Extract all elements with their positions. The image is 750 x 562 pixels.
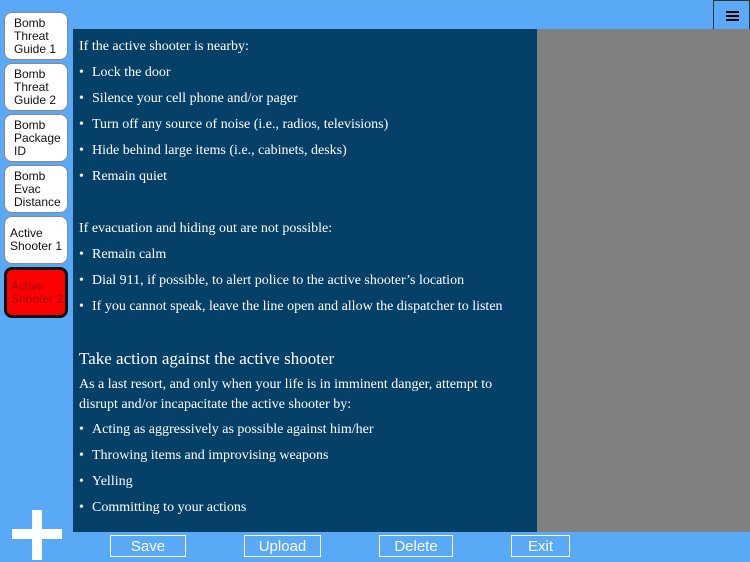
tab-bomb-package-id[interactable]: Bomb Package ID (4, 114, 68, 162)
list-item: • Silence your cell phone and/or pager (79, 91, 298, 107)
list-item: • Yelling (79, 474, 133, 490)
content-panel (73, 29, 537, 532)
plus-icon[interactable] (12, 510, 62, 560)
list-item: • Acting as aggressively as possible against him/her (79, 422, 374, 438)
delete-button[interactable]: Delete (379, 535, 453, 557)
hamburger-menu-icon (726, 11, 739, 13)
tab-active-shooter-1[interactable]: Active Shooter 1 (4, 216, 68, 264)
section2-intro: If evacuation and hiding out are not possible: (79, 221, 333, 236)
save-button[interactable]: Save (110, 535, 186, 557)
list-item: • Dial 911, if possible, to alert police to the active shooter’s location (79, 273, 464, 289)
list-item: • Hide behind large items (i.e., cabinets, desks) (79, 143, 347, 159)
side-panel (537, 29, 750, 532)
list-item: • Remain calm (79, 247, 166, 263)
tab-active-shooter-2[interactable]: Active Shooter 2 (4, 267, 68, 318)
tab-bomb-evac-distance[interactable]: Bomb Evac Distance (4, 165, 68, 213)
list-item: • Lock the door (79, 65, 171, 81)
list-item: • Remain quiet (79, 169, 167, 185)
list-item: • Throwing items and improvising weapons (79, 448, 328, 464)
exit-button[interactable]: Exit (511, 535, 570, 557)
list-item: • If you cannot speak, leave the line open and allow the dispatcher to listen (79, 299, 503, 315)
section3-paragraph: As a last resort, and only when your life is in imminent danger, attempt to disrupt and/or incapacitate the active shooter by: (79, 377, 493, 412)
menu-button[interactable] (713, 0, 750, 30)
list-item: • Turn off any source of noise (i.e., radios, televisions) (79, 117, 388, 133)
section1-intro: If the active shooter is nearby: (79, 39, 249, 54)
tab-bomb-threat-guide-2[interactable]: Bomb Threat Guide 2 (4, 63, 68, 111)
tab-bomb-threat-guide-1[interactable]: Bomb Threat Guide 1 (4, 12, 68, 60)
tab-column (0, 0, 72, 562)
list-item: • Committing to your actions (79, 500, 246, 516)
upload-button[interactable]: Upload (244, 535, 321, 557)
section-heading: Take action against the active shooter (79, 349, 335, 368)
